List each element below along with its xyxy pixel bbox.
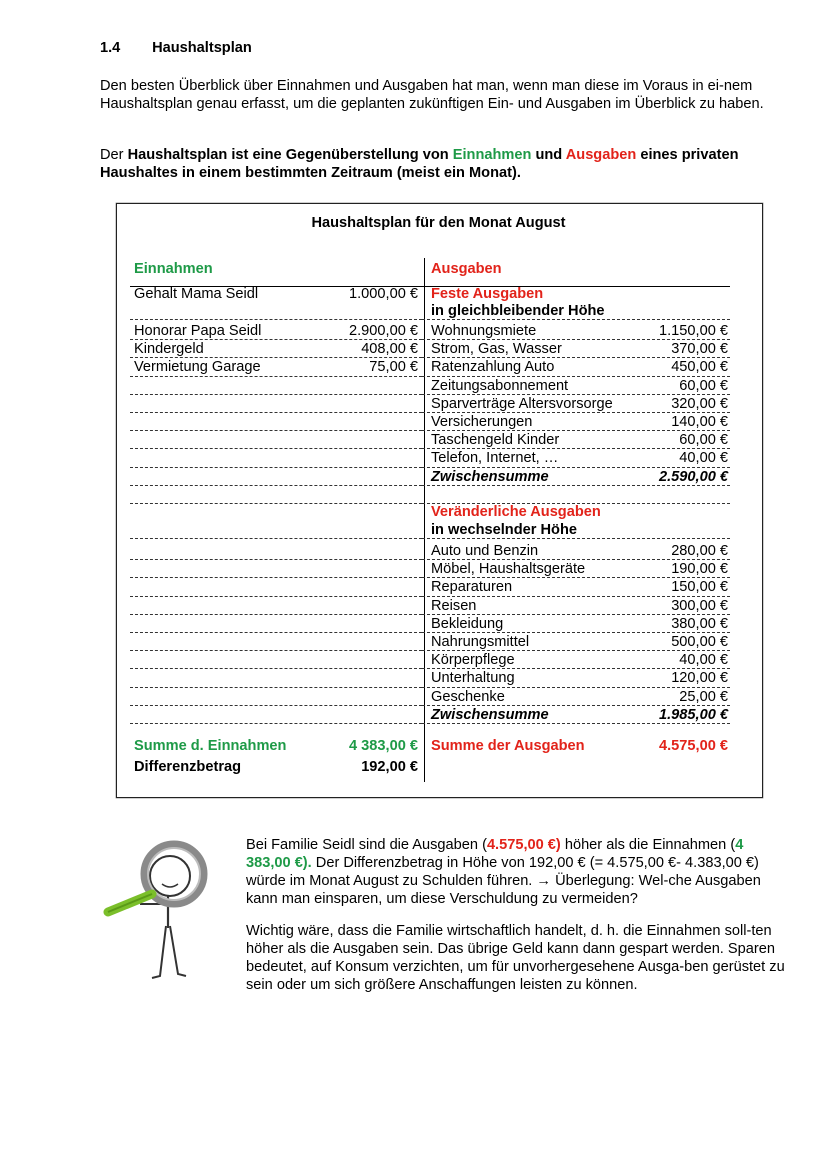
variable-expense-row-label: Geschenke (431, 688, 505, 705)
row-rule (130, 430, 422, 431)
variable-expense-row-label: Unterhaltung (431, 670, 515, 687)
row-rule (130, 687, 422, 688)
fixed-expense-row-label: Taschengeld Kinder (431, 432, 560, 449)
column-divider (424, 258, 425, 782)
definition-income-word: Einnahmen (452, 147, 532, 163)
fixed-expense-row-value: 370,00 € (671, 341, 728, 358)
section-heading (100, 40, 252, 56)
explanation-paragraph-1 (246, 836, 786, 908)
variable-expense-row-label: Möbel, Haushaltsgeräte (431, 561, 586, 578)
row-rule (130, 485, 422, 486)
expense-header: Ausgaben (431, 261, 502, 277)
explanation-text: Der Differenzbetrag in Höhe von 192,00 € (= 4.575,00 €- 4.383,00 €) würde im Monat August zu Schulden führen. → Überlegung: Wel-che Ausgaben kann man einsparen, um diese Verschuldung zu vermeiden? (246, 855, 761, 907)
explanation-income-total: 4 383,00 €). (246, 837, 744, 871)
fixed-expense-row-label: Versicherungen (431, 414, 533, 430)
row-rule (422, 319, 730, 320)
variable-subtotal-row-value: 1.985,00 € (659, 706, 728, 723)
intro-paragraph: Den besten Überblick über Einnahmen und Ausgaben hat man, wenn man diese im Voraus in ei-nem Haushaltsplan genau erfasst, um die geplanten zukünftigen Ein- und Ausgaben im Überblick zu haben. (100, 78, 764, 112)
row-rule (130, 559, 422, 560)
variable-expense-row-label: Auto und Benzin (431, 543, 539, 559)
fixed-expenses-subheading-label: in gleichbleibender Höhe (431, 303, 605, 319)
variable-expense-row-value: 280,00 € (671, 543, 728, 559)
row-rule (130, 632, 422, 633)
fixed-expense-row-label: Strom, Gas, Wasser (431, 341, 562, 358)
section-title: Haushaltsplan (152, 40, 252, 56)
definition-text: Der (100, 147, 128, 163)
income-row-label: Honorar Papa Seidl (134, 323, 262, 339)
difference-value: 192,00 € (361, 758, 418, 775)
variable-expense-row-label: Körperpflege (431, 652, 515, 669)
income-header: Einnahmen (134, 261, 213, 277)
income-row-value: 2.900,00 € (349, 323, 418, 339)
explanation-text: Bei Familie Seidl sind die Ausgaben ( (246, 837, 487, 853)
fixed-expense-row-value: 60,00 € (679, 377, 728, 394)
row-rule (422, 538, 730, 539)
fixed-expense-row-value: 140,00 € (671, 414, 728, 430)
budget-plan-title: Haushaltsplan für den Monat August (311, 215, 566, 231)
row-rule (130, 467, 422, 468)
row-rule (130, 357, 422, 358)
section-number: 1.4 (100, 40, 121, 56)
row-rule (422, 503, 730, 504)
fixed-expense-row-label: Zeitungsabonnement (431, 377, 569, 394)
variable-expense-row-value: 500,00 € (671, 634, 728, 650)
variable-expense-row-value: 380,00 € (671, 615, 728, 632)
row-rule (130, 596, 422, 597)
fixed-expense-row-value: 320,00 € (671, 395, 728, 412)
variable-expenses-subheading-label: in wechselnder Höhe (431, 522, 577, 538)
definition-text: Haushaltsplan ist eine Gegenüberstellung von (127, 147, 453, 163)
row-rule (130, 319, 422, 320)
variable-expenses-heading-label: Veränderliche Ausgaben (431, 504, 601, 520)
variable-expense-row-value: 300,00 € (671, 597, 728, 614)
variable-expense-row-value: 150,00 € (671, 579, 728, 596)
fixed-subtotal-row-value: 2.590,00 € (659, 468, 728, 485)
variable-expense-row-value: 25,00 € (679, 688, 728, 705)
explanation-paragraph-2: Wichtig wäre, dass die Familie wirtschaftlich handelt, d. h. die Einnahmen soll-ten höher als die Ausgaben sein. Das übrige Geld kann dann gespart werden. Sparen bedeutet, auf Konsum verzichten, um für unvorhergesehene Ausga-ben gerüstet zu sein oder um sich größere Anschaffungen leisten zu können. (246, 923, 785, 993)
row-rule (422, 485, 730, 486)
variable-expense-row-label: Nahrungsmittel (431, 634, 530, 650)
row-rule (130, 538, 422, 539)
definition-paragraph (100, 146, 790, 182)
magnifying-glass-figure-icon (100, 826, 230, 996)
variable-expense-row-value: 40,00 € (679, 652, 728, 669)
variable-expense-row-value: 120,00 € (671, 670, 728, 687)
explanation-expense-total: 4.575,00 €) (486, 837, 561, 853)
variable-expense-row-label: Bekleidung (431, 615, 504, 632)
fixed-expense-row-value: 1.150,00 € (659, 323, 728, 339)
fixed-expense-row-value: 60,00 € (679, 432, 728, 449)
variable-expense-row-label: Reparaturen (431, 579, 513, 596)
income-row-value: 1.000,00 € (349, 286, 418, 302)
sum-expense-label: Summe der Ausgaben (431, 737, 585, 754)
difference-label: Differenzbetrag (134, 758, 242, 775)
row-rule (130, 503, 422, 504)
fixed-expense-row-label: Sparverträge Altersvorsorge (431, 395, 613, 412)
row-rule (130, 376, 422, 377)
row-rule (130, 650, 422, 651)
explanation-text: höher als die Einnahmen ( (560, 837, 736, 853)
row-rule (130, 577, 422, 578)
sum-expense-value: 4.575,00 € (659, 737, 728, 754)
fixed-subtotal-row-label: Zwischensumme (431, 468, 549, 485)
definition-expense-word: Ausgaben (565, 147, 637, 163)
definition-text: eines privaten Haushaltes in einem bestimmten Zeitraum (meist ein Monat). (100, 147, 739, 181)
variable-expense-row-label: Reisen (431, 597, 477, 614)
sum-income-value: 4 383,00 € (349, 737, 418, 754)
fixed-expense-row-label: Wohnungsmiete (431, 323, 537, 339)
definition-text: und (531, 147, 566, 163)
row-rule (130, 448, 422, 449)
fixed-expense-row-label: Telefon, Internet, … (431, 450, 559, 467)
income-row-label: Gehalt Mama Seidl (134, 286, 259, 302)
row-rule (130, 339, 422, 340)
row-rule (130, 723, 422, 724)
row-rule (422, 723, 730, 724)
row-rule (130, 412, 422, 413)
row-rule (130, 705, 422, 706)
fixed-expense-row-label: Ratenzahlung Auto (431, 359, 555, 376)
variable-subtotal-row-label: Zwischensumme (431, 706, 549, 723)
row-rule (130, 668, 422, 669)
fixed-expense-row-value: 40,00 € (679, 450, 728, 467)
income-row-label: Vermietung Garage (134, 359, 261, 376)
row-rule (130, 394, 422, 395)
income-row-label: Kindergeld (134, 341, 204, 358)
fixed-expenses-heading-label: Feste Ausgaben (431, 286, 544, 302)
income-row-value: 75,00 € (369, 359, 418, 376)
variable-expense-row-value: 190,00 € (671, 561, 728, 578)
fixed-expense-row-value: 450,00 € (671, 359, 728, 376)
row-rule (130, 614, 422, 615)
income-row-value: 408,00 € (361, 341, 418, 358)
sum-income-label: Summe d. Einnahmen (134, 737, 287, 754)
